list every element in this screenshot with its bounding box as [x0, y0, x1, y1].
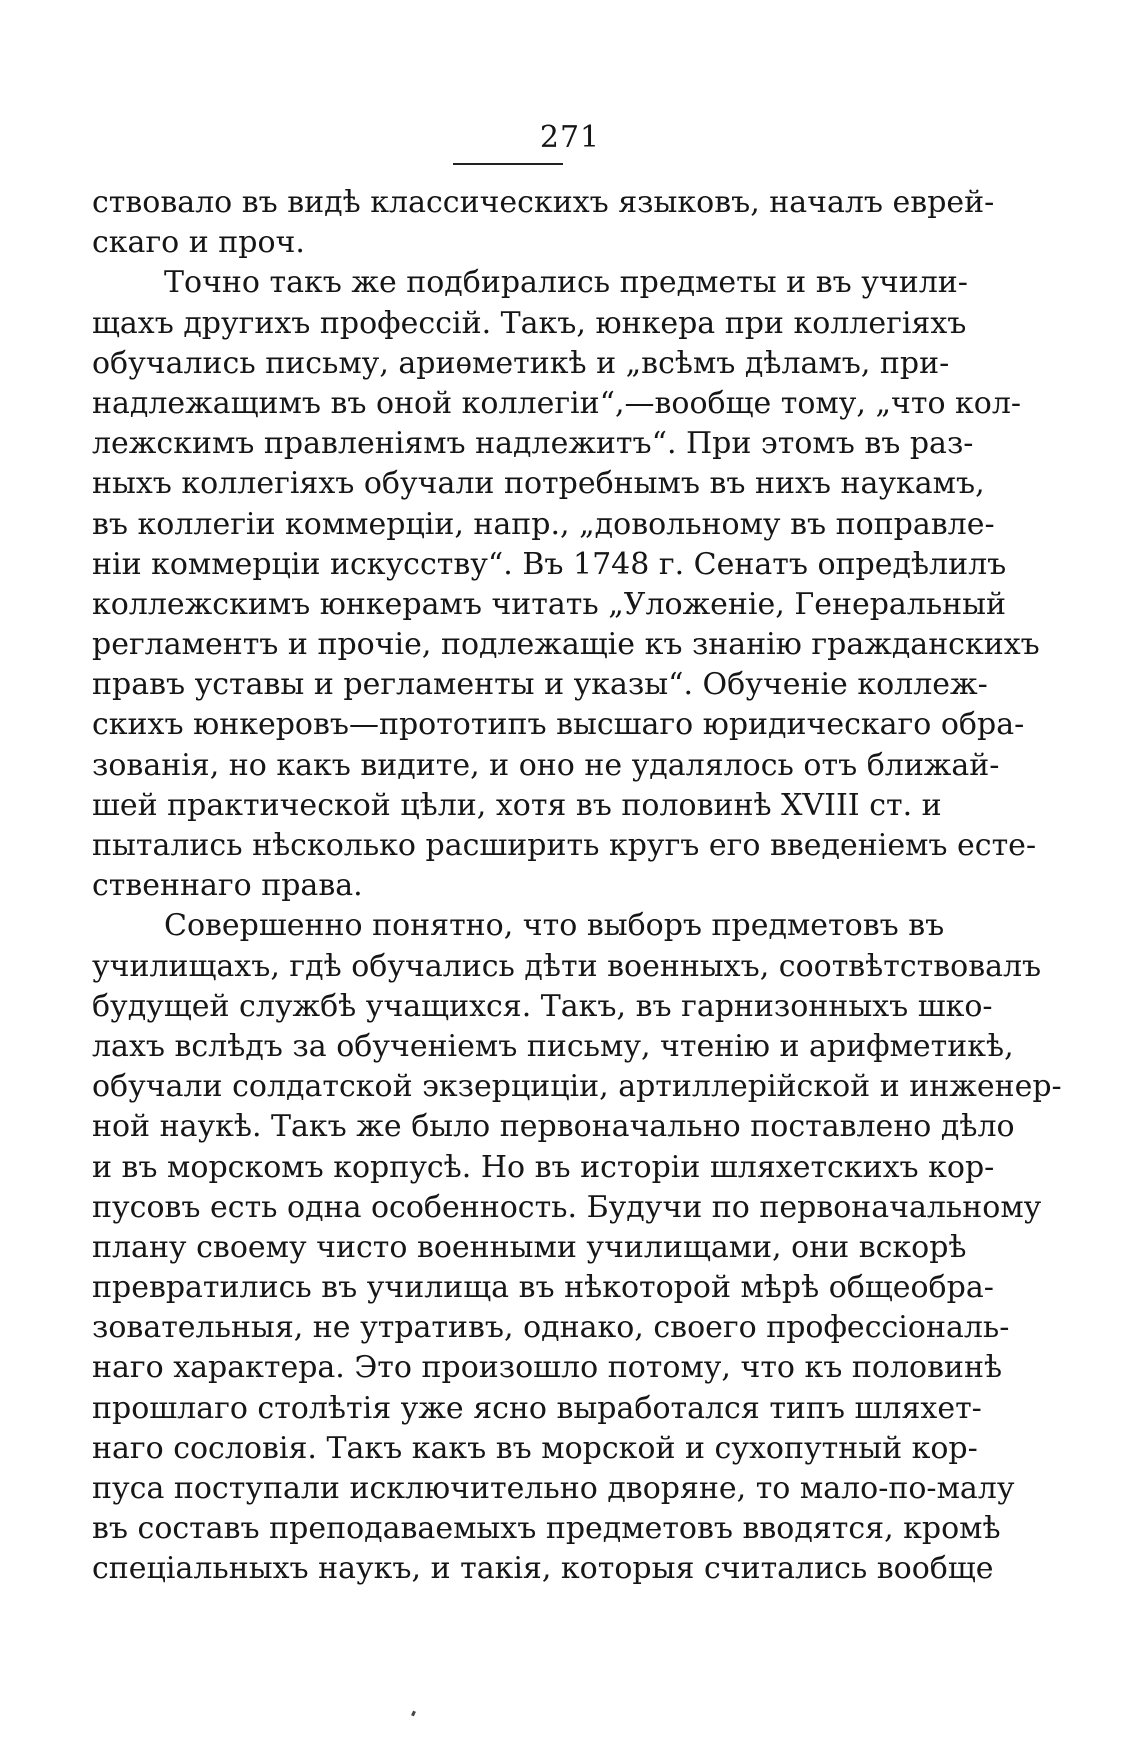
page-number-rule [453, 163, 563, 165]
text-line: въ составъ преподаваемыхъ предметовъ вводятся, кромѣ [92, 1511, 1001, 1547]
text-line: ныхъ коллегіяхъ обучали потребнымъ въ нихъ наукамъ, [92, 466, 985, 502]
text-line: пытались нѣсколько расширить кругъ его введеніемъ есте- [92, 828, 1037, 863]
text-line: будущей службѣ учащихся. Такъ, въ гарнизонныхъ шко- [92, 988, 993, 1024]
paragraph [92, 183, 995, 263]
text-line: ной наукѣ. Такъ же было первоначально поставлено дѣло [92, 1109, 1015, 1145]
paragraph [92, 263, 1040, 906]
text-line: обучали солдатской экзерциціи, артиллерійской и инженер- [92, 1069, 1062, 1105]
text-line: наго сословія. Такъ какъ въ морской и сухопутный кор- [92, 1430, 978, 1466]
text-line: превратились въ училища въ нѣкоторой мѣрѣ общеобра- [92, 1270, 994, 1306]
text-line: обучались письму, ариѳметикѣ и „всѣмъ дѣламъ, при- [92, 345, 950, 381]
text-line: ствовало въ видѣ классическихъ языковъ, началъ еврей- [92, 185, 995, 220]
text-line: плану своему чисто военными училищами, они вскорѣ [92, 1229, 967, 1265]
text-line: коллежскимъ юнкерамъ читать „Уложеніе, Генеральный [92, 586, 1007, 622]
text-line: въ коллегіи коммерціи, напр., „довольному въ поправле- [92, 506, 995, 542]
text-line: шей практической цѣли, хотя въ половинѣ XVIII ст. и [92, 787, 942, 823]
text-line: зовательныя, не утративъ, однако, своего профессіональ- [92, 1310, 1010, 1346]
ink-speck [411, 1711, 416, 1717]
page-number: 271 [539, 120, 601, 155]
text-line: прошлаго столѣтія уже ясно выработался типъ шляхет- [92, 1390, 982, 1426]
text-line: скихъ юнкеровъ—прототипъ высшаго юридическаго обра- [92, 707, 1025, 743]
text-line: регламентъ и прочіе, подлежащіе къ знанію гражданскихъ [92, 627, 1040, 663]
text-line: Точно такъ же подбирались предметы и въ учили- [164, 265, 968, 301]
text-line: пуса поступали исключительно дворяне, то мало-по-малу [92, 1471, 1015, 1506]
body-text [92, 183, 1062, 1590]
text-line: зованія, но какъ видите, и оно не удалялось отъ ближай- [92, 747, 1000, 783]
text-line: наго характера. Это произошло потому, что къ половинѣ [92, 1350, 1003, 1386]
paragraph [92, 906, 1062, 1589]
text-line: надлежащимъ въ оной коллегіи“,—вообще тому, „что кол- [92, 385, 1022, 421]
text-line: скаго и проч. [92, 225, 305, 261]
text-line: ніи коммерціи искусству“. Въ 1748 г. Сенатъ опредѣлилъ [92, 546, 1007, 582]
text-line: лахъ вслѣдъ за обученіемъ письму, чтенію и арифметикѣ, [92, 1028, 1014, 1064]
text-line: спеціальныхъ наукъ, и такія, которыя считались вообще [92, 1551, 994, 1587]
text-line: правъ уставы и регламенты и указы“. Обученіе коллеж- [92, 667, 988, 703]
text-line: училищахъ, гдѣ обучались дѣти военныхъ, соотвѣтствовалъ [92, 948, 1042, 984]
text-line: щахъ другихъ профессій. Такъ, юнкера при коллегіяхъ [92, 305, 967, 341]
text-line: пусовъ есть одна особенность. Будучи по первоначальному [92, 1189, 1042, 1225]
text-line: и въ морскомъ корпусѣ. Но въ исторіи шляхетскихъ кор- [92, 1149, 995, 1185]
text-line: лежскимъ правленіямъ надлежитъ“. При этомъ въ раз- [92, 426, 974, 462]
text-line: Совершенно понятно, что выборъ предметовъ въ [164, 908, 945, 944]
text-line: ственнаго права. [92, 868, 363, 904]
